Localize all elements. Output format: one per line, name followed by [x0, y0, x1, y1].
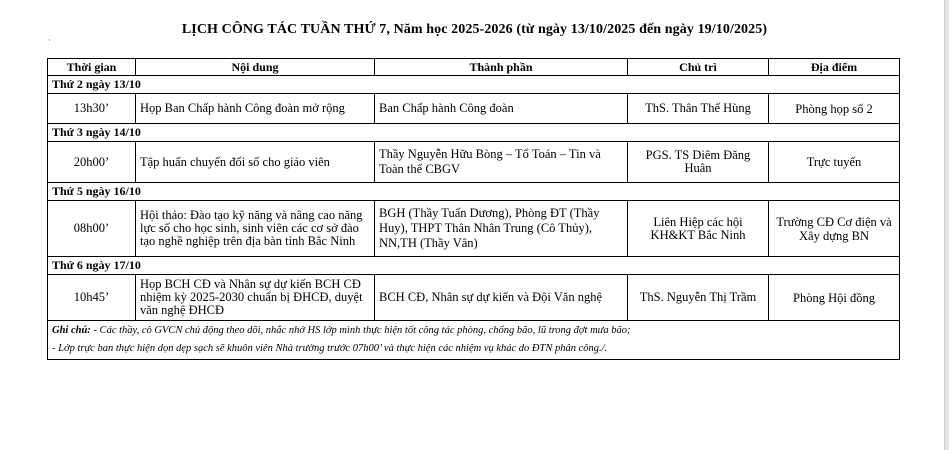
event-row: [48, 94, 900, 124]
page-title: LỊCH CÔNG TÁC TUẦN THỨ 7, Năm học 2025-2026 (từ ngày 13/10/2025 đến ngày 19/10/2025): [181, 22, 768, 37]
event-time: 20h00’: [48, 142, 136, 183]
event-place: Phòng Hội đồng: [769, 275, 900, 321]
event-time: 13h30’: [48, 94, 136, 124]
header-chair: Chủ trì: [628, 59, 769, 76]
day-row: [48, 183, 900, 201]
event-place: Trực tuyến: [769, 142, 900, 183]
event-row: [48, 201, 900, 257]
event-members: BCH CĐ, Nhân sự dự kiến và Đội Văn nghệ: [375, 275, 628, 321]
event-row: [48, 142, 900, 183]
day-row: [48, 76, 900, 94]
note-line-1: [52, 322, 895, 340]
stray-tick-mark: `: [48, 38, 51, 48]
note-text-2: - Lớp trực ban thực hiện dọn dẹp sạch sẽ khuôn viên Nhà trường trước 07h00’ và thực hiện các nhiệm vụ khác do ĐTN phân công./.: [52, 343, 608, 354]
event-row: [48, 275, 900, 321]
page-edge: [944, 0, 949, 450]
day-row: [48, 124, 900, 142]
note-text-1: - Các thầy, cô GVCN chủ động theo dõi, nhắc nhở HS lớp mình thực hiện tốt công tác phòng, chống bão, lũ trong đợt mưa bão;: [93, 325, 631, 336]
event-content: Họp Ban Chấp hành Công đoàn mở rộng: [136, 94, 375, 124]
event-place: Phòng họp số 2: [769, 94, 900, 124]
event-place: Trường CĐ Cơ điện và Xây dựng BN: [769, 201, 900, 257]
notes-row: [48, 321, 900, 360]
day-label: Thứ 6 ngày 17/10: [48, 257, 900, 275]
day-label: Thứ 5 ngày 16/10: [48, 183, 900, 201]
schedule-table: [47, 58, 900, 360]
day-label: Thứ 2 ngày 13/10: [48, 76, 900, 94]
event-chair: ThS. Nguyễn Thị Trầm: [628, 275, 769, 321]
header-content: Nội dung: [136, 59, 375, 76]
event-time: 08h00’: [48, 201, 136, 257]
header-place: Địa điểm: [769, 59, 900, 76]
day-row: [48, 257, 900, 275]
header-row: [48, 59, 900, 76]
event-content: Tập huấn chuyển đổi số cho giáo viên: [136, 142, 375, 183]
header-members: Thành phần: [375, 59, 628, 76]
event-members: Thầy Nguyễn Hữu Bòng – Tổ Toán – Tin và Toàn thể CBGV: [375, 142, 628, 183]
event-members: BGH (Thầy Tuấn Dương), Phòng ĐT (Thầy Huy), THPT Thân Nhân Trung (Cô Thủy), NN,TH (Thầy Vân): [375, 201, 628, 257]
event-chair: PGS. TS Diêm Đăng Huân: [628, 142, 769, 183]
notes-cell: [48, 321, 900, 360]
event-members: Ban Chấp hành Công đoàn: [375, 94, 628, 124]
event-content: Hội thảo: Đào tạo kỹ năng và nâng cao năng lực số cho học sinh, sinh viên các cơ sở đào tạo nghề nghiệp trên địa bàn tỉnh Bắc Ninh: [136, 201, 375, 257]
event-chair: Liên Hiệp các hội KH&KT Bắc Ninh: [628, 201, 769, 257]
day-label: Thứ 3 ngày 14/10: [48, 124, 900, 142]
header-time: Thời gian: [48, 59, 136, 76]
event-content: Họp BCH CĐ và Nhân sự dự kiến BCH CĐ nhiệm kỳ 2025-2030 chuẩn bị ĐHCĐ, duyệt văn nghệ ĐHCĐ: [136, 275, 375, 321]
event-time: 10h45’: [48, 275, 136, 321]
event-chair: ThS. Thân Thế Hùng: [628, 94, 769, 124]
note-label: Ghi chú:: [52, 325, 91, 336]
